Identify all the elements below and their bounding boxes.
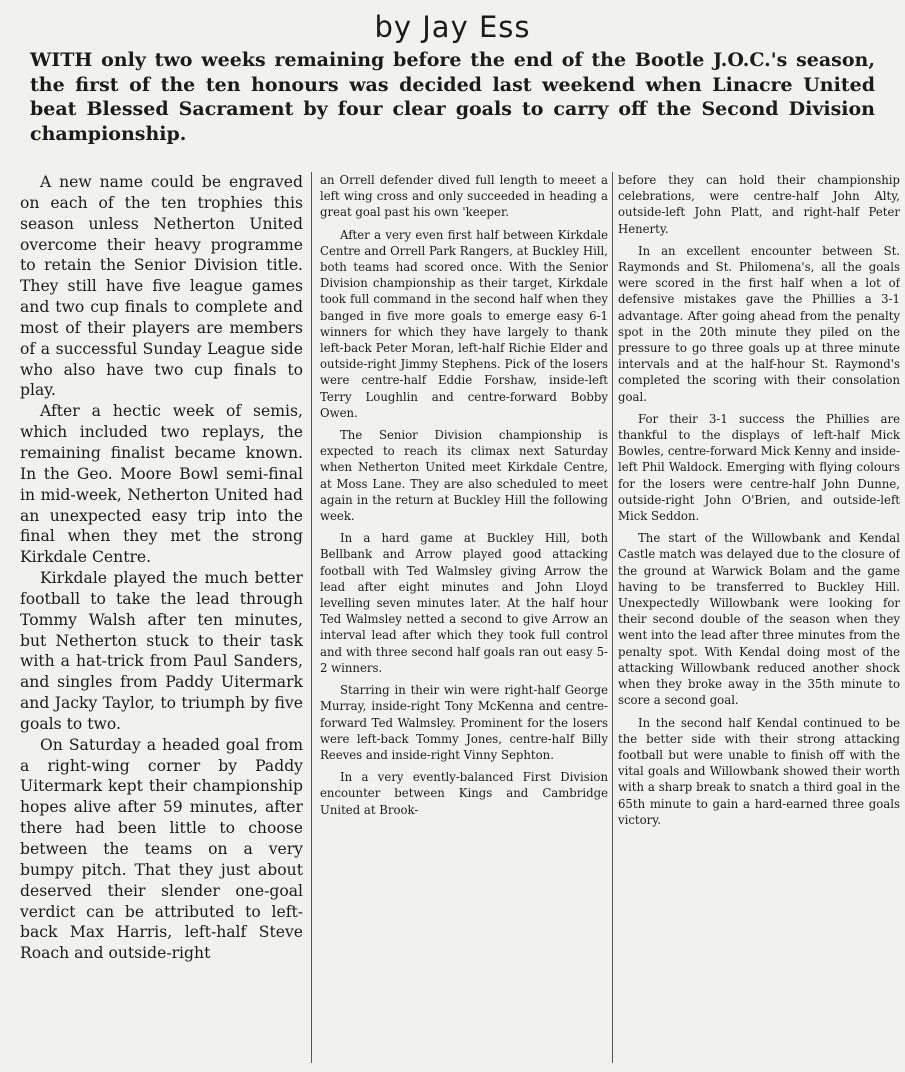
paragraph: After a hectic week of semis, which included two replays, the remaining finalist became known. In the Geo. Moore Bowl semi-final in mid-week, Netherton United had an unexpected easy trip into the final when they met the strong Kirkdale Centre. [20, 402, 303, 567]
paragraph: After a very even first half between Kirkdale Centre and Orrell Park Rangers, at Buckley Hill, both teams had scored once. With the Senior Division championship as their target, Kirkdale took full command in the second half when they banged in five more goals to emerge easy 6-1 winners for which they have largely to thank left-back Peter Moran, left-half Richie Elder and outside-right Jimmy Stephens. Pick of the losers were centre-half Eddie Forshaw, inside-left Terry Loughlin and centre-forward Bobby Owen. [320, 227, 608, 420]
byline: by Jay Ess [374, 10, 531, 44]
paragraph: The start of the Willowbank and Kendal Castle match was delayed due to the closure of the ground at Warwick Bolam and the game having to be transferred to Buckley Hill. Unexpectedly Willowbank were looking for their second double of the season when they went into the lead after three minutes from the penalty spot. With Kendal doing most of the attacking Willowbank reduced another shock when they broke away in the 35th minute to score a second goal. [618, 531, 900, 708]
paragraph: In a very evently-balanced First Division encounter between Kings and Cambridge United at Brook- [320, 770, 608, 817]
article-column-3 [618, 172, 900, 1072]
paragraph: In the second half Kendal continued to be the better side with their strong attacking football but were unable to finish off with the vital goals and Willowbank showed their worth with a sharp break to snatch a third goal in the 65th minute to gain a hard-earned three goals victory. [618, 715, 900, 827]
article-column-2 [320, 172, 608, 1072]
paragraph: For their 3-1 success the Phillies are thankful to the displays of left-half Mick Bowles, centre-forward Mick Kenny and inside-left Phil Waldock. Emerging with flying colours for the losers were centre-half John Dunne, outside-right John O'Brien, and outside-left Mick Seddon. [618, 411, 900, 524]
paragraph: In a hard game at Buckley Hill, both Bellbank and Arrow played good attacking football with Ted Walmsley giving Arrow the lead after eight minutes and John Lloyd levelling seven minutes later. At the half hour Ted Walmsley netted a second to give Arrow an interval lead after which they took full control and with three second half goals ran out easy 5-2 winners. [320, 531, 608, 675]
column-rule [612, 172, 613, 1063]
paragraph: an Orrell defender dived full length to meeet a left wing cross and only succeeded in heading a great goal past his own 'keeper. [320, 173, 608, 220]
paragraph: In an excellent encounter between St. Raymonds and St. Philomena's, all the goals were scored in the first half when a lot of defensive mistakes gave the Phillies a 3-1 advantage. After going ahead from the penalty spot in the 20th minute they piled on the pressure to go three goals up at three minute intervals and at the half-hour St. Raymond's completed the scoring with their consolation goal. [618, 243, 900, 404]
paragraph: The Senior Division championship is expected to reach its climax next Saturday when Netherton United meet Kirkdale Centre, at Moss Lane. They are also scheduled to meet again in the return at Buckley Hill the following week. [320, 428, 608, 524]
paragraph: Starring in their win were right-half George Murray, inside-right Tony McKenna and centre-forward Ted Walmsley. Prominent for the losers were left-back Tommy Jones, centre-half Billy Reeves and inside-right Vinny Sephton. [320, 683, 608, 762]
paragraph: On Saturday a headed goal from a right-wing corner by Paddy Uitermark kept their championship hopes alive after 59 minutes, after there had been little to choose between the teams on a very bumpy pitch. That they just about deserved their slender one-goal verdict can be attributed to left-back Max Harris, left-half Steve Roach and outside-right [20, 735, 303, 963]
column-rule [311, 172, 312, 1063]
paragraph: Kirkdale played the much better football to take the lead through Tommy Walsh after ten minutes, but Netherton stuck to their task with a hat-trick from Paul Sanders, and singles from Paddy Uitermark and Jacky Taylor, to triumph by five goals to two. [20, 569, 303, 733]
intro-paragraph: WITH only two weeks remaining before the end of the Bootle J.O.C.'s season, the first of the ten honours was decided last weekend when Linacre United beat Blessed Sacrament by four clear goals to carry off the Second Division championship. [30, 49, 875, 145]
article-column-1 [20, 172, 303, 1072]
paragraph: A new name could be engraved on each of the ten trophies this season unless Netherton United overcome their heavy programme to retain the Senior Division title. They still have five league games and two cup finals to complete and most of their players are members of a successful Sunday League side who also have two cup finals to play. [20, 173, 303, 400]
paragraph: before they can hold their championship celebrations, were centre-half John Alty, outside-left John Platt, and right-half Peter Henerty. [618, 173, 900, 236]
